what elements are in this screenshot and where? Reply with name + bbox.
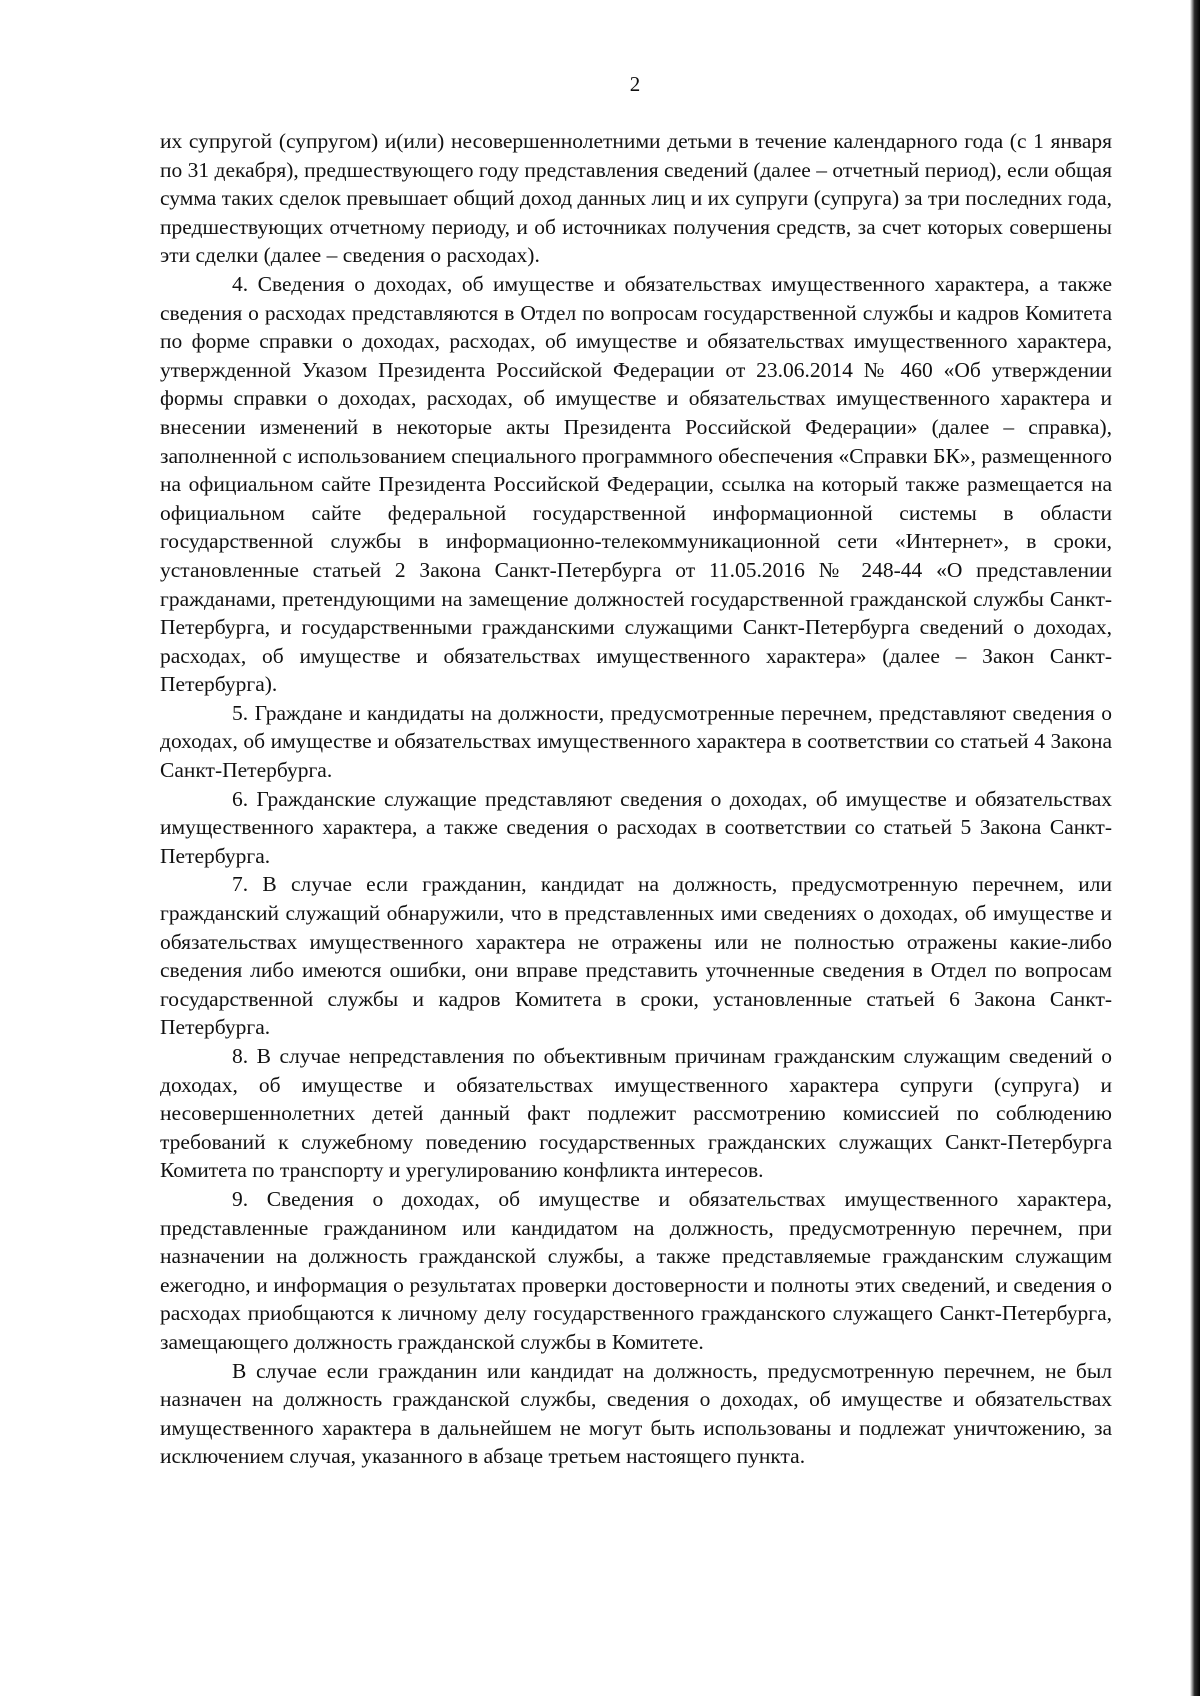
paragraph-8: 8. В случае непредставления по объективным причинам гражданским служащим сведений о доходах, об имуществе и обязательствах имущественного характера супруги (супруга) и несовершеннолетних детей данный факт подлежит рассмотрению комиссией по соблюдению требований к служебному поведению государственных гражданских служащих Санкт-Петербурга Комитета по транспорту и урегулированию конфликта интересов. — [160, 1044, 1112, 1183]
paragraph-9-second: В случае если гражданин или кандидат на должность, предусмотренную перечнем, не был назначен на должность гражданской службы, сведения о доходах, об имуществе и обязательствах имущественного характера в дальнейшем не могут быть использованы и подлежат уничтожению, за исключением случая, указанного в абзаце третьем настоящего пункта. — [160, 1358, 1112, 1469]
document-body — [160, 127, 1112, 1471]
page-number: 2 — [629, 72, 641, 96]
paragraph-4: 4. Сведения о доходах, об имуществе и обязательствах имущественного характера, а также сведения о расходах представляются в Отдел по вопросам государственной службы и кадров Комитета по форме справки о доходах, расходах, об имуществе и обязательствах имущественного характера, утвержденной Указом Президента Российской Федерации от 23.06.2014 № 460 «Об утверждении формы справки о доходах, расходах, об имуществе и обязательствах имущественного характера и внесении изменений в некоторые акты Президента Российской Федерации» (далее – справка), заполненной с использованием специального программного обеспечения «Справки БК», размещенного на официальном сайте Президента Российской Федерации, ссылка на который также размещается на официальном сайте федеральной государственной информационной системы в области государственной службы в информационно-телекоммуникационной сети «Интернет», в сроки, установленные статьей 2 Закона Санкт-Петербурга от 11.05.2016 № 248-44 «О представлении гражданами, претендующими на замещение должностей государственной гражданской службы Санкт-Петербурга, и государственными гражданскими служащими Санкт-Петербурга сведений о доходах, расходах, об имуществе и обязательствах имущественного характера» (далее – Закон Санкт-Петербурга). — [160, 271, 1112, 697]
paragraph-continuation: их супругой (супругом) и(или) несовершеннолетними детьми в течение календарного года (с 1 января по 31 декабря), предшествующего году представления сведений (далее – отчетный период), если общая сумма таких сделок превышает общий доход данных лиц и их супруги (супруга) за три последних года, предшествующих отчетному периоду, и об источниках получения средств, за счет которых совершены эти сделки (далее – сведения о расходах). — [160, 129, 1112, 268]
scan-edge-shadow — [1190, 0, 1200, 1696]
paragraph-6: 6. Гражданские служащие представляют сведения о доходах, об имуществе и обязательствах имущественного характера, а также сведения о расходах в соответствии со статьей 5 Закона Санкт-Петербурга. — [160, 786, 1112, 868]
paragraph-7: 7. В случае если гражданин, кандидат на должность, предусмотренную перечнем, или гражданский служащий обнаружили, что в представленных ими сведениях о доходах, об имуществе и обязательствах имущественного характера не отражены или не полностью отражены какие-либо сведения либо имеются ошибки, они вправе представить уточненные сведения в Отдел по вопросам государственной службы и кадров Комитета в сроки, установленные статьей 6 Закона Санкт-Петербурга. — [160, 872, 1112, 1040]
paragraph-9: 9. Сведения о доходах, об имуществе и обязательствах имущественного характера, представленные гражданином или кандидатом на должность, предусмотренную перечнем, при назначении на должность гражданской службы, а также представляемые гражданским служащим ежегодно, и информация о результатах проверки достоверности и полноты этих сведений, и сведения о расходах приобщаются к личному делу государственного гражданского служащего Санкт-Петербурга, замещающего должность гражданской службы в Комитете. — [160, 1186, 1112, 1354]
paragraph-5: 5. Граждане и кандидаты на должности, предусмотренные перечнем, представляют сведения о доходах, об имуществе и обязательствах имущественного характера в соответствии со статьей 4 Закона Санкт-Петербурга. — [160, 700, 1112, 783]
